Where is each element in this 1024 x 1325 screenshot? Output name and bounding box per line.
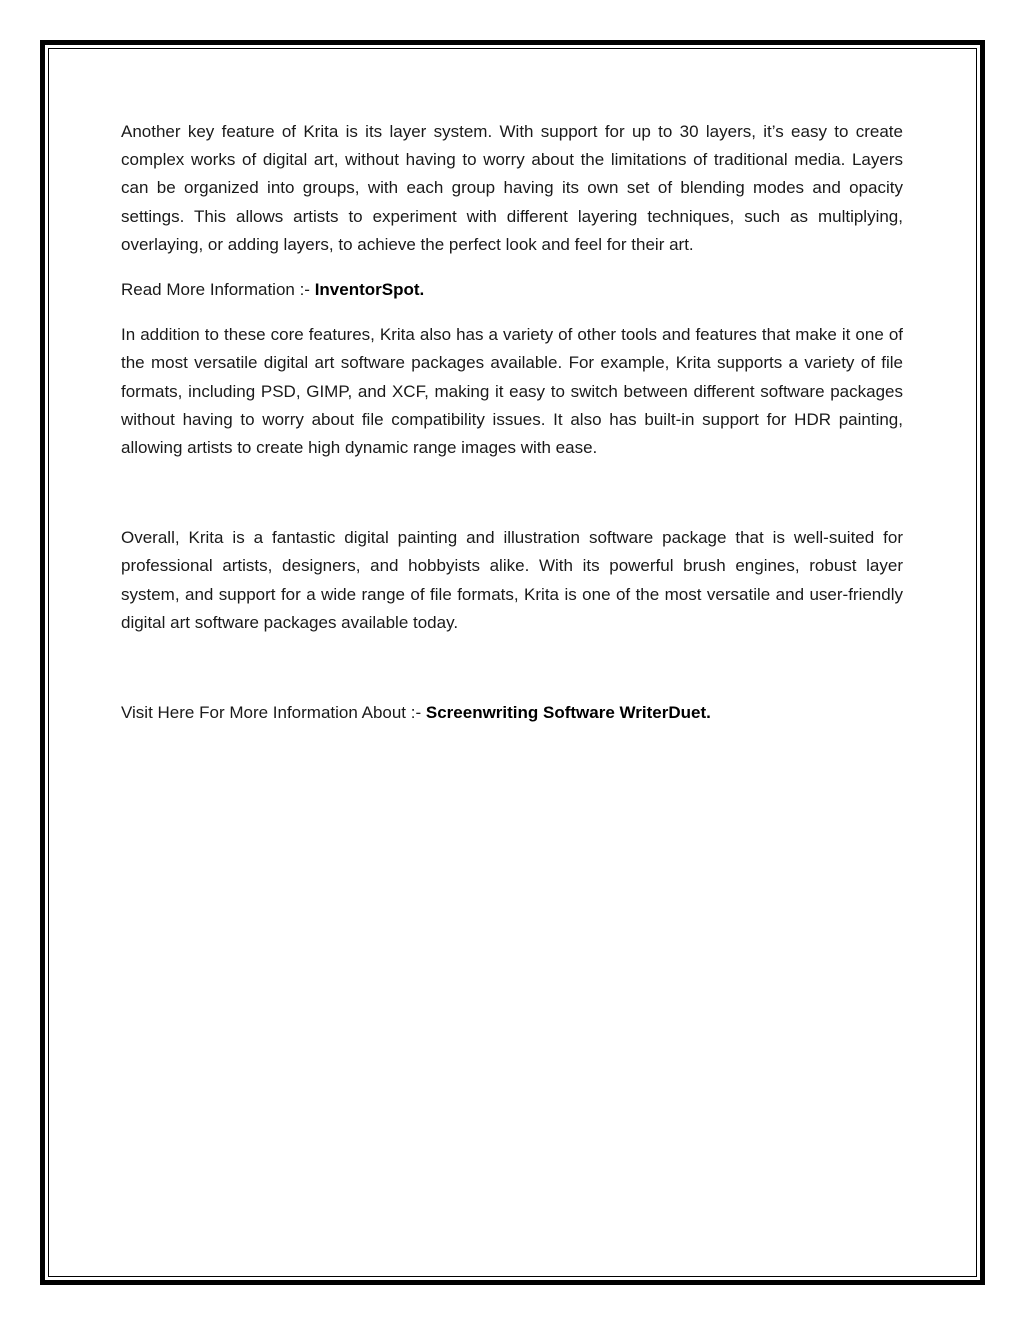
paragraph-read-more bbox=[121, 276, 903, 304]
paragraph-features: In addition to these core features, Krita also has a variety of other tools and features that make it one of the most versatile digital art software packages available. For example, Krita supports a variety of file formats, including PSD, GIMP, and XCF, making it easy to switch between different software packages without having to worry about file compatibility issues. It also has built-in support for HDR painting, allowing artists to create high dynamic range images with ease. bbox=[121, 325, 903, 458]
blank-spacer bbox=[121, 654, 903, 699]
blank-spacer bbox=[121, 479, 903, 524]
paragraph-layers: Another key feature of Krita is its layer system. With support for up to 30 layers, it’s easy to create complex works of digital art, without having to worry about the limitations of traditional media. Layers can be organized into groups, with each group having its own set of blending modes and opacity settings. This allows artists to experiment with different layering techniques, such as multiplying, overlaying, or adding layers, to achieve the perfect look and feel for their art. bbox=[121, 122, 903, 254]
document-body bbox=[121, 118, 903, 744]
paragraph-overall: Overall, Krita is a fantastic digital painting and illustration software package that is well-suited for professional artists, designers, and hobbyists alike. With its powerful brush engines, robust layer system, and support for a wide range of file formats, Krita is one of the most versatile and user-friendly digital art software packages available today. bbox=[121, 528, 903, 632]
inventorspot-link[interactable]: InventorSpot. bbox=[314, 280, 425, 300]
paragraph-visit bbox=[121, 699, 903, 727]
visit-label: Visit Here For More Information About :- bbox=[121, 703, 426, 723]
writerduet-link[interactable]: Screenwriting Software WriterDuet. bbox=[425, 703, 711, 723]
read-more-label: Read More Information :- bbox=[121, 280, 315, 300]
